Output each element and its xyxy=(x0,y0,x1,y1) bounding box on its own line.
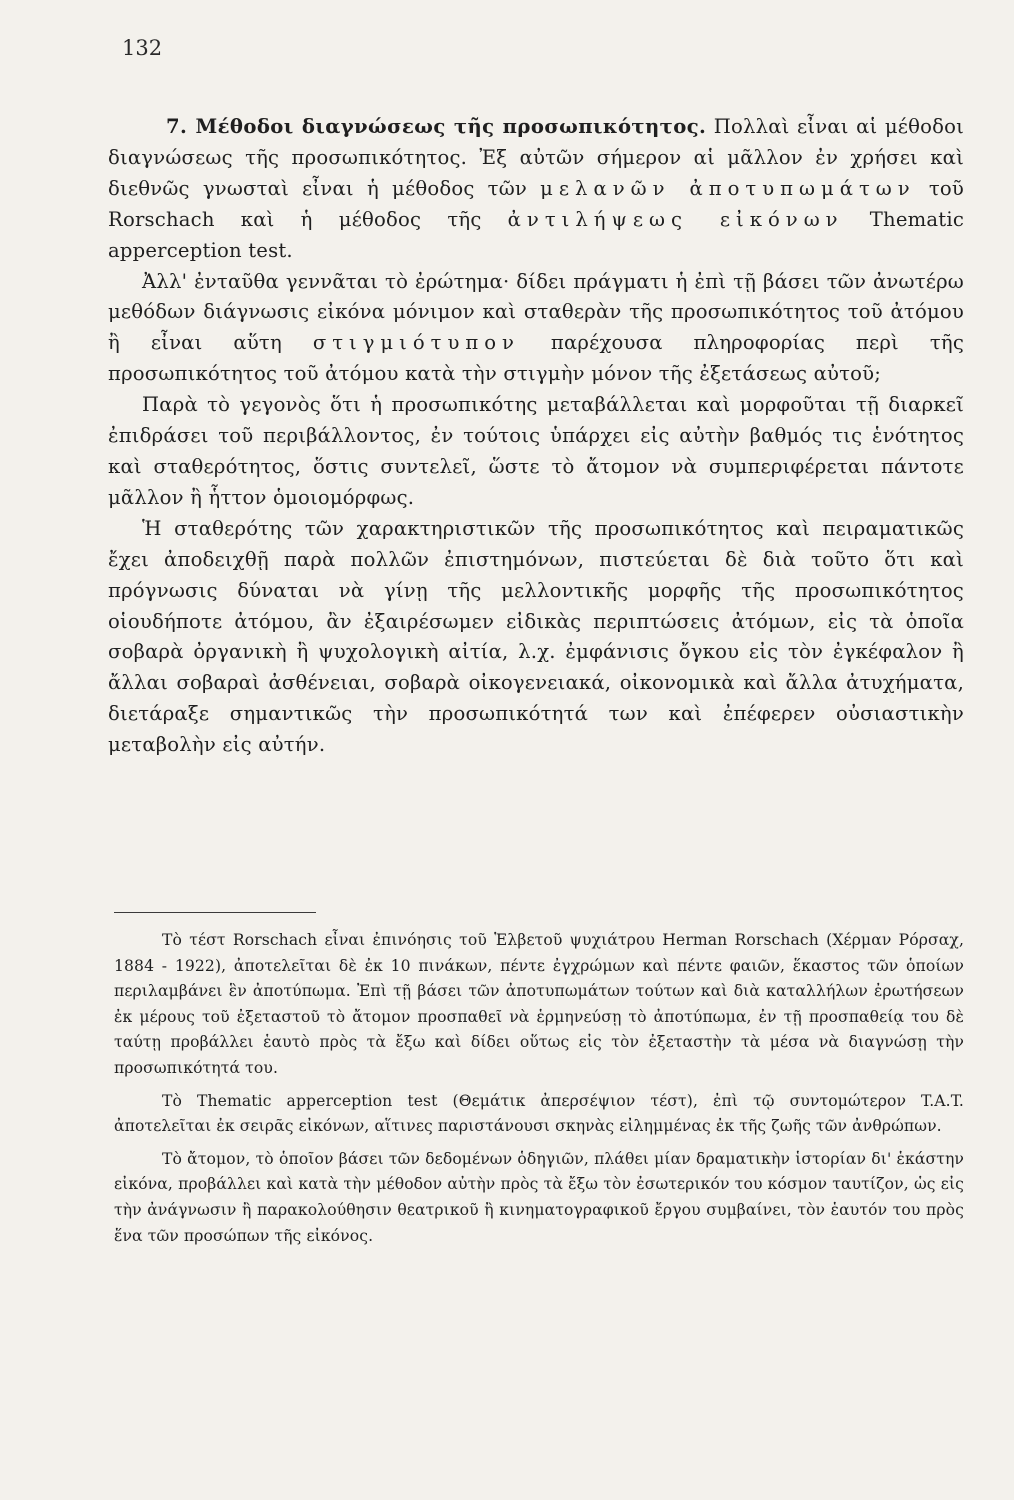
intro-lead-text: Πολλαὶ εἶναι αἱ μέθοδοι διαγνώσεως τῆς προσωπικότητος. Ἐξ αὐτῶν σήμερον αἱ μᾶλλον ἐν χρήσει καὶ διεθνῶς γνωσταὶ εἶναι ἡ μέθοδος τῶν xyxy=(108,115,965,200)
footnotes xyxy=(114,928,964,1256)
paragraph-unity: Παρὰ τὸ γεγονὸς ὅτι ἡ προσωπικότης μεταβάλλεται καὶ μορφοῦται τῇ διαρκεῖ ἐπιδράσει τοῦ περιβάλλοντος, ἐν τούτοις ὑπάρχει εἰς αὐτὴν βαθμός τις ἑνότητος καὶ σταθερότητος, ὅστις συντελεῖ, ὥστε τὸ ἄτομον νὰ συμπεριφέρεται πάντοτε μᾶλλον ἢ ἧττον ὁμοιομόρφως. xyxy=(108,393,964,509)
question-tail-text: παρέχουσα πληροφορίας περὶ τῆς προσωπικότητος τοῦ ἀτόμου κατὰ τὴν στιγμὴν μόνον τῆς ἐξετάσεως αὐτοῦ; xyxy=(108,331,964,386)
footnote-divider xyxy=(114,912,316,913)
main-text xyxy=(108,112,964,761)
page-number: 132 xyxy=(122,36,163,60)
paragraph-intro xyxy=(108,112,964,267)
question-lead-text: Ἀλλ' ἐνταῦθα γεννᾶται τὸ ἐρώτημα· δίδει πράγματι ἡ ἐπὶ τῇ βάσει τῶν ἀνωτέρω μεθόδων διάγνωσις εἰκόνα μόνιμον καὶ σταθερὰν τῆς προσωπικότητος τοῦ ἀτόμου ἢ εἶναι αὕτη xyxy=(108,269,964,355)
spaced-term-perception: ἀντιλήψεως εἰκόνων xyxy=(507,207,844,231)
paragraph-stability: Ἡ σταθερότης τῶν χαρακτηριστικῶν τῆς προσωπικότητος καὶ πειραματικῶς ἔχει ἀποδειχθῇ παρὰ πολλῶν ἐπιστημόνων, πιστεύεται δὲ διὰ τοῦτο ὅτι καὶ πρόγνωσις δύναται νὰ γίνῃ τῆς μελλοντικῆς μορφῆς τῆς προσωπικότητος οἱουδήποτε ἀτόμου, ἂν ἐξαιρέσωμεν εἰδικὰς περιπτώσεις ἀτόμων, εἰς τὰ ὁποῖα σοβαρὰ ὀργανικὴ ἢ ψυχολογικὴ αἰτία, λ.χ. ἐμφάνισις ὄγκου εἰς τὸν ἐγκέφαλον ἢ ἄλλαι σοβαραὶ ἀσθένειαι, σοβαρὰ οἰκογενειακά, οἰκονομικὰ καὶ ἄλλα ἀτυχήματα, διετάραξε σημαντικῶς τὴν προσωπικότητά των καὶ ἐπέφερεν οὐσιαστικὴν μεταβολὴν εἰς αὐτήν. xyxy=(108,516,964,757)
spaced-term-snapshot: στιγμιότυπον xyxy=(312,331,520,355)
intro-mid-text: τοῦ Rorschach καὶ ἡ μέθοδος τῆς xyxy=(108,176,965,231)
footnote-tat-procedure: Τὸ ἄτομον, τὸ ὁποῖον βάσει τῶν δεδομένων ὁδηγιῶν, πλάθει μίαν δραματικὴν ἱστορίαν δι' ἑκάστην εἰκόνα, προβάλλει καὶ κατὰ τὴν μέθοδον αὐτὴν πρὸς τὰ ἔξω τὸν ἐσωτερικόν του κόσμον ταυτίζον, ὡς εἰς τὴν ἀνάγνωσιν ἢ παρακολούθησιν θεατρικοῦ ἢ κινηματογραφικοῦ ἔργου συμβαίνει, τὸν ἑαυτόν του πρὸς ἕνα τῶν προσώπων τῆς εἰκόνος. xyxy=(114,1149,964,1245)
section-heading: 7. Μέθοδοι διαγνώσεως τῆς προσωπικότητος. xyxy=(166,115,707,138)
footnote-tat: Τὸ Thematic apperception test (Θεμάτικ ἀπερσέψιον τέστ), ἐπὶ τῷ συντομώτερον T.A.T. ἀποτελεῖται ἐκ σειρᾶς εἰκόνων, αἵτινες παριστάνουσι σκηνὰς εἰλημμένας ἐκ τῆς ζωῆς τῶν ἀνθρώπων. xyxy=(114,1091,964,1136)
spaced-term-ink-blots: μελανῶν ἀποτυπωμάτων xyxy=(540,176,916,200)
intro-tail-text: Thematic apperception test. xyxy=(108,207,965,262)
paragraph-question xyxy=(108,267,964,391)
footnote-rorschach: Τὸ τέστ Rorschach εἶναι ἐπινόησις τοῦ Ἑλβετοῦ ψυχιάτρου Herman Rorschach (Χέρμαν Ρόρσαχ, 1884 - 1922), ἀποτελεῖται δὲ ἐκ 10 πινάκων, πέντε ἐγχρώμων καὶ πέντε φαιῶν, ἕκαστος τῶν ὁποίων περιλαμβάνει ἓν ἀποτύπωμα. Ἐπὶ τῇ βάσει τῶν ἀποτυπωμάτων τούτων καὶ διὰ καταλλήλων ἐρωτήσεων ἐκ μέρους τοῦ ἐξεταστοῦ τὸ ἄτομον προσπαθεῖ νὰ ἑρμηνεύσῃ τὸ ἀποτύπωμα, ἐν τῇ προσπαθείᾳ του δὲ ταύτῃ προβάλλει ἑαυτὸ πρὸς τὰ ἔξω καὶ δίδει οὕτως εἰς τὸν ἐξεταστὴν τὰ μέσα νὰ διαγνώσῃ τὴν προσωπικότητά του. xyxy=(114,931,964,1077)
